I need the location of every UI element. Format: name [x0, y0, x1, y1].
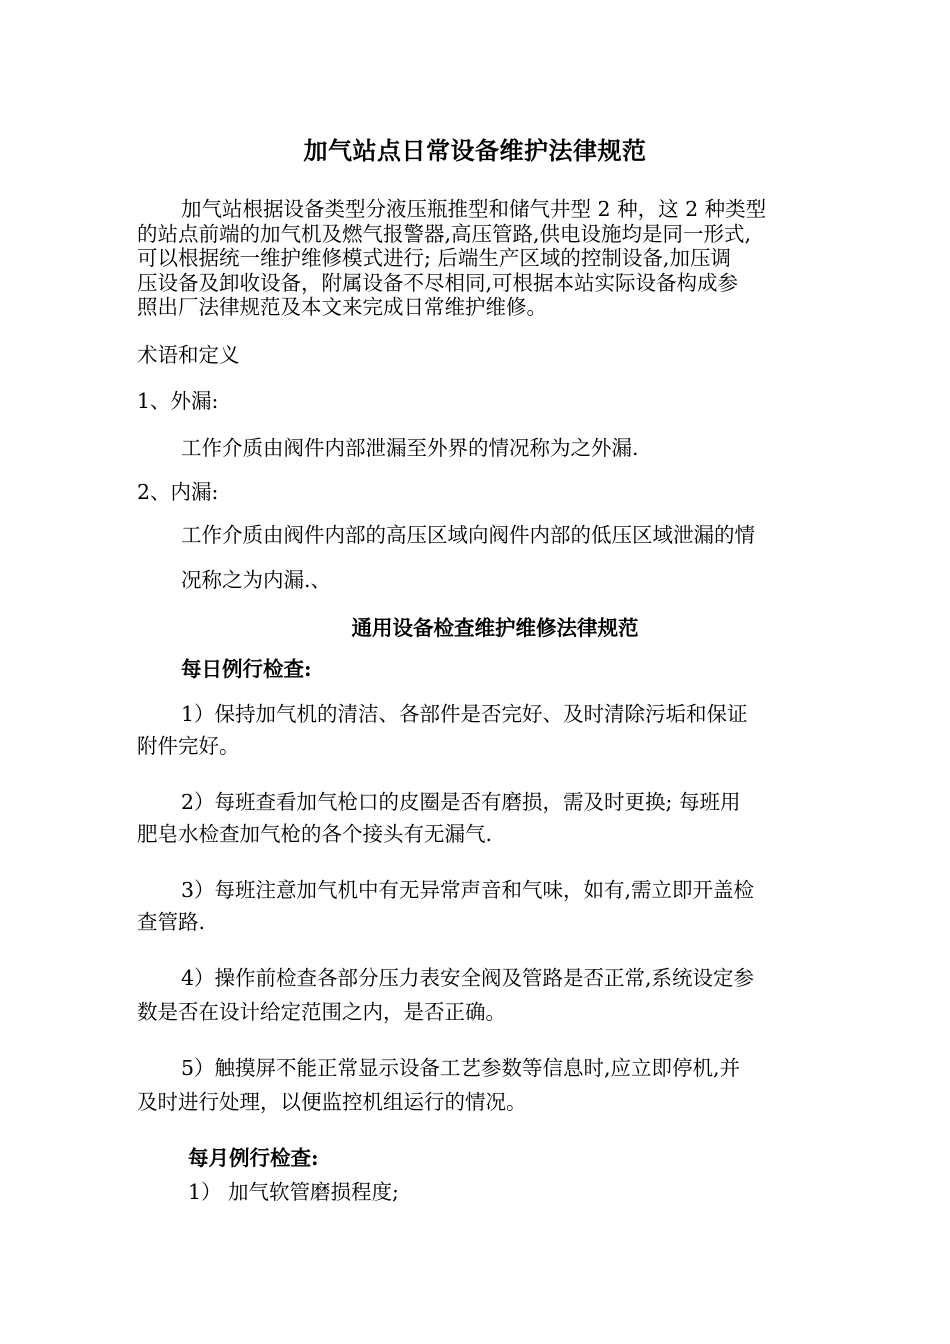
document-title: 加气站点日常设备维护法律规范 — [303, 136, 647, 165]
daily-item-line: 数是否在设计给定范围之内，是否正确。 — [137, 1000, 506, 1024]
daily-check-heading: 每日例行检查: — [181, 657, 312, 681]
intro-line: 的站点前端的加气机及燃气报警器,高压管路,供电设施均是同一形式, — [137, 221, 752, 246]
term-definition-line: 况称之为内漏.、 — [181, 568, 332, 592]
section-title: 通用设备检查维护维修法律规范 — [351, 616, 639, 640]
daily-item-line: 2）每班查看加气枪口的皮圈是否有磨损，需及时更换; 每班用 — [181, 790, 741, 814]
intro-line: 可以根据统一维护维修模式进行; 后端生产区域的控制设备,加压调 — [137, 246, 731, 270]
daily-item-line: 3）每班注意加气机中有无异常声音和气味，如有,需立即开盖检 — [181, 878, 755, 902]
intro-line: 照出厂法律规范及本文来完成日常维护维修。 — [137, 295, 547, 319]
daily-item-line: 1）保持加气机的清洁、各部件是否完好、及时清除污垢和保证 — [181, 702, 748, 726]
term-label-internal-leak: 2、内漏: — [137, 480, 219, 504]
terms-heading: 术语和定义 — [137, 343, 240, 367]
intro-line: 压设备及卸收设备，附属设备不尽相同,可根据本站实际设备构成参 — [137, 270, 739, 295]
term-definition-line: 工作介质由阀件内部泄漏至外界的情况称为之外漏. — [181, 436, 639, 460]
intro-line: 加气站根据设备类型分液压瓶推型和储气井型 2 种，这 2 种类型 — [181, 197, 767, 221]
monthly-check-heading: 每月例行检查: — [188, 1146, 319, 1170]
term-definition-line: 工作介质由阀件内部的高压区域向阀件内部的低压区域泄漏的情 — [181, 523, 755, 547]
daily-item-line: 及时进行处理，以便监控机组运行的情况。 — [137, 1090, 527, 1114]
intro-paragraph — [137, 197, 827, 320]
daily-item-line: 5）触摸屏不能正常显示设备工艺参数等信息时,应立即停机,并 — [181, 1056, 741, 1080]
daily-item-line: 附件完好。 — [137, 734, 240, 758]
monthly-item-line: 1） 加气软管磨损程度; — [188, 1180, 399, 1204]
term-label-external-leak: 1、外漏: — [137, 389, 219, 413]
daily-item-line: 4）操作前检查各部分压力表安全阀及管路是否正常,系统设定参 — [181, 966, 755, 990]
daily-item-line: 肥皂水检查加气枪的各个接头有无漏气. — [137, 822, 493, 846]
daily-item-line: 查管路. — [137, 910, 206, 934]
